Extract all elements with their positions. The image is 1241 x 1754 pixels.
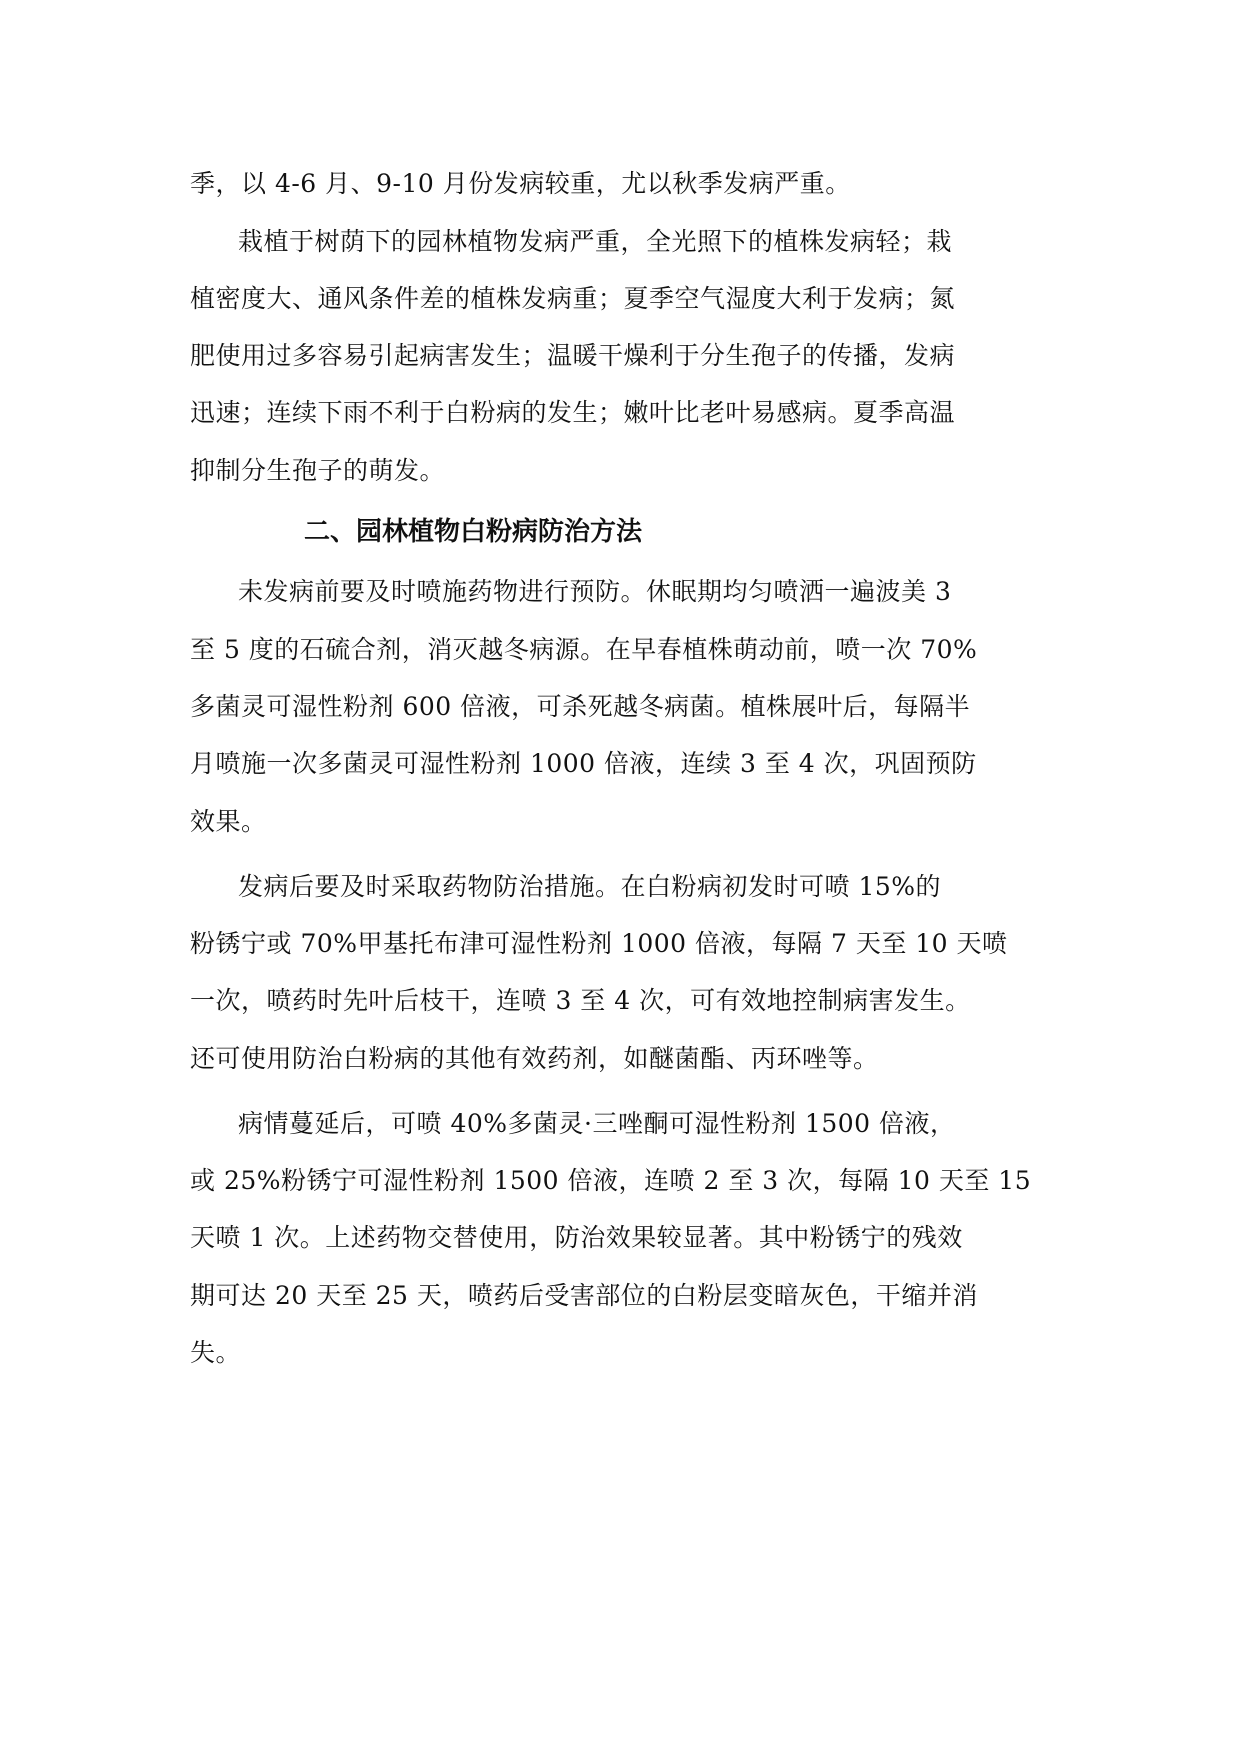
- paragraph-5-line-2: 或 25%粉锈宁可湿性粉剂 1500 倍液，连喷 2 至 3 次，每隔 10 天至 15: [190, 1166, 1032, 1195]
- paragraph-2-line-3: 肥使用过多容易引起病害发生；温暖干燥利于分生孢子的传播，发病: [190, 341, 956, 370]
- paragraph-1-line-1: 季，以 4-6 月、9-10 月份发病较重，尤以秋季发病严重。: [190, 169, 851, 198]
- paragraph-4-line-1: 发病后要及时采取药物防治措施。在白粉病初发时可喷 15%的: [238, 872, 942, 901]
- paragraph-3-line-3: 多菌灵可湿性粉剂 600 倍液，可杀死越冬病菌。植株展叶后，每隔半: [190, 692, 971, 721]
- paragraph-3-line-5: 效果。: [190, 807, 267, 836]
- paragraph-4-line-4: 还可使用防治白粉病的其他有效药剂，如醚菌酯、丙环唑等。: [190, 1044, 879, 1073]
- paragraph-5-line-1: 病情蔓延后，可喷 40%多菌灵·三唑酮可湿性粉剂 1500 倍液，: [238, 1109, 956, 1138]
- paragraph-2-line-2: 植密度大、通风条件差的植株发病重；夏季空气湿度大利于发病；氮: [190, 284, 956, 313]
- paragraph-5-line-5: 失。: [190, 1338, 242, 1367]
- paragraph-4-line-3: 一次，喷药时先叶后枝干，连喷 3 至 4 次，可有效地控制病害发生。: [190, 986, 971, 1015]
- paragraph-2-line-1: 栽植于树荫下的园林植物发病严重，全光照下的植株发病轻；栽: [238, 227, 953, 256]
- paragraph-2-line-5: 抑制分生孢子的萌发。: [190, 456, 446, 485]
- section-heading: 二、园林植物白粉病防治方法: [304, 517, 643, 547]
- paragraph-4-line-2: 粉锈宁或 70%甲基托布津可湿性粉剂 1000 倍液，每隔 7 天至 10 天喷: [190, 929, 1008, 958]
- paragraph-5-line-3: 天喷 1 次。上述药物交替使用，防治效果较显著。其中粉锈宁的残效: [190, 1223, 963, 1252]
- paragraph-2-line-4: 迅速；连续下雨不利于白粉病的发生；嫩叶比老叶易感病。夏季高温: [190, 398, 956, 427]
- paragraph-5-line-4: 期可达 20 天至 25 天，喷药后受害部位的白粉层变暗灰色，干缩并消: [190, 1281, 978, 1310]
- paragraph-3-line-4: 月喷施一次多菌灵可湿性粉剂 1000 倍液，连续 3 至 4 次，巩固预防: [190, 749, 977, 778]
- paragraph-3-line-1: 未发病前要及时喷施药物进行预防。休眠期均匀喷洒一遍波美 3: [238, 577, 952, 606]
- paragraph-3-line-2: 至 5 度的石硫合剂，消灭越冬病源。在早春植株萌动前，喷一次 70%: [190, 635, 978, 664]
